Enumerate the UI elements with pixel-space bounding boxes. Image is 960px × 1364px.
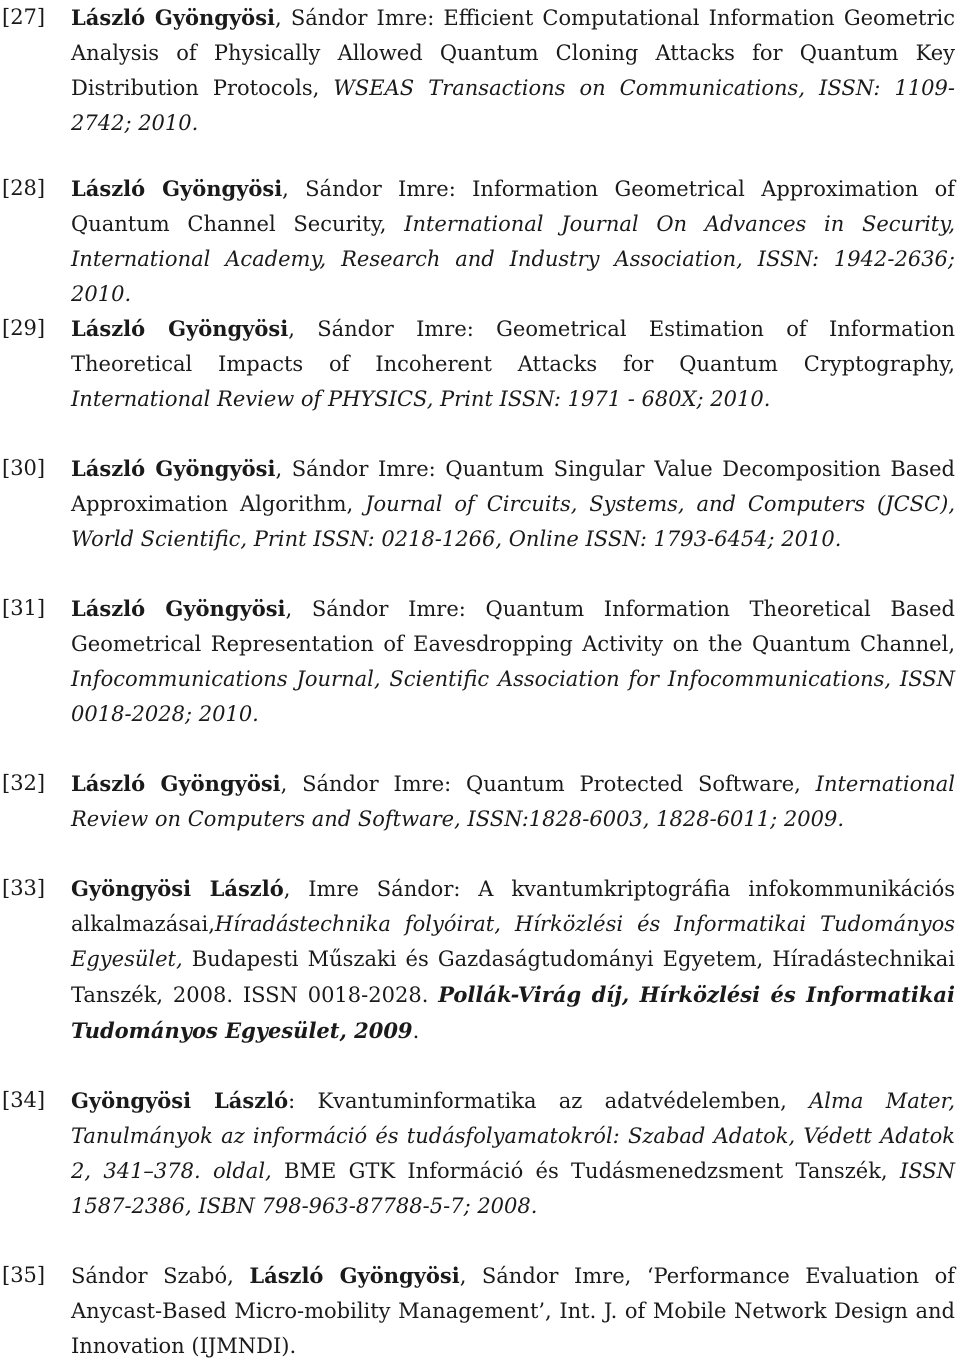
- author-name: László Gyöngyösi: [71, 176, 283, 201]
- venue-text: Alma Mater, Tanulmányok az információ és tudásfolyamatokról: Szabad Adatok, Védett Adatok 2, 341–378. oldal,: [71, 1089, 955, 1183]
- venue-text: ISSN 1587-2386, ISBN 798-963-87788-5-7; 2008.: [71, 1159, 955, 1218]
- reference-text: [71, 0, 955, 141]
- reference-number: [28]: [2, 176, 46, 200]
- citation-text: , Sándor Imre, ‘Performance Evaluation of Anycast-Based Micro-mobility Management’, Int. J. of Mobile Network Design and Innovation (IJMNDI).: [71, 1264, 956, 1358]
- reference-text: [71, 171, 955, 312]
- venue-text: International Review of PHYSICS, Print ISSN: 1971 - 680X; 2010.: [71, 387, 771, 411]
- citation-text: , Sándor Imre: Efficient Computational Information Geometric Analysis of Physically Allowed Quantum Cloning Attacks for Quantum Key Distribution Protocols,: [71, 6, 955, 100]
- citation-text: , Sándor Imre: Quantum Singular Value Decomposition Based Approximation Algorithm,: [71, 457, 955, 516]
- author-name: László Gyöngyösi: [71, 456, 276, 481]
- citation-text: Budapesti Műszaki és Gazdaságtudományi Egyetem, Híradástechnikai Tanszék, 2008. ISSN 0018-2028.: [71, 947, 955, 1007]
- reference-number: [29]: [2, 316, 46, 340]
- author-name: László Gyöngyösi: [71, 316, 289, 341]
- reference-text: [71, 1083, 955, 1224]
- reference-text: [71, 591, 955, 732]
- venue-text: Híradástechnika folyóirat, Hírközlési és Informatikai Tudományos Egyesület,: [71, 912, 955, 971]
- reference-text: [71, 311, 955, 417]
- author-name: Gyöngyösi László: [71, 1088, 289, 1113]
- author-name: László Gyöngyösi: [249, 1263, 460, 1288]
- reference-number: [30]: [2, 456, 46, 480]
- reference-text: [71, 871, 955, 1049]
- citation-text: Sándor Szabó,: [71, 1264, 250, 1288]
- reference-text: [71, 766, 955, 837]
- venue-text: International Review on Computers and Software, ISSN:1828-6003, 1828-6011; 2009.: [71, 772, 955, 831]
- reference-text: [71, 1258, 955, 1364]
- citation-text: , Sándor Imre: Quantum Information Theoretical Based Geometrical Representation of Eavesdropping Activity on the Quantum Channel,: [71, 597, 955, 656]
- citation-text: , Sándor Imre: Information Geometrical Approximation of Quantum Channel Security,: [71, 177, 955, 236]
- citation-text: : Kvantuminformatika az adatvédelemben,: [288, 1089, 810, 1113]
- venue-text: WSEAS Transactions on Communications, ISSN: 1109-2742; 2010.: [71, 76, 955, 135]
- author-name: László Gyöngyösi: [71, 771, 281, 796]
- author-name: Gyöngyösi László: [71, 876, 284, 901]
- reference-number: [33]: [2, 876, 46, 900]
- author-name: László Gyöngyösi: [71, 596, 286, 621]
- citation-text: , Imre Sándor: A kvantumkriptográfia infokommunikációs alkalmazásai,: [71, 877, 955, 936]
- venue-text: Infocommunications Journal, Scientific Association for Infocommunications, ISSN 0018-2028; 2010.: [71, 667, 955, 726]
- reference-number: [34]: [2, 1088, 46, 1112]
- citation-text: , Sándor Imre: Quantum Protected Software,: [280, 772, 816, 796]
- venue-text: Journal of Circuits, Systems, and Computers (JCSC), World Scientific, Print ISSN: 0218-1266, Online ISSN: 1793-6454; 2010.: [71, 492, 955, 551]
- reference-number: [32]: [2, 771, 46, 795]
- award-text: Pollák-Virág díj, Hírközlési és Informatikai Tudományos Egyesület, 2009: [71, 982, 955, 1043]
- venue-text: International Journal On Advances in Security, International Academy, Research and Industry Association, ISSN: 1942-2636; 2010.: [71, 212, 955, 306]
- reference-text: [71, 451, 955, 557]
- reference-number: [35]: [2, 1263, 46, 1287]
- citation-text: .: [412, 1019, 420, 1043]
- citation-text: BME GTK Információ és Tudásmenedzsment Tanszék,: [271, 1159, 900, 1183]
- reference-number: [27]: [2, 5, 46, 29]
- citation-text: , Sándor Imre: Geometrical Estimation of Information Theoretical Impacts of Incoherent Attacks for Quantum Cryptography,: [71, 317, 955, 376]
- author-name: László Gyöngyösi: [71, 5, 275, 30]
- reference-number: [31]: [2, 596, 46, 620]
